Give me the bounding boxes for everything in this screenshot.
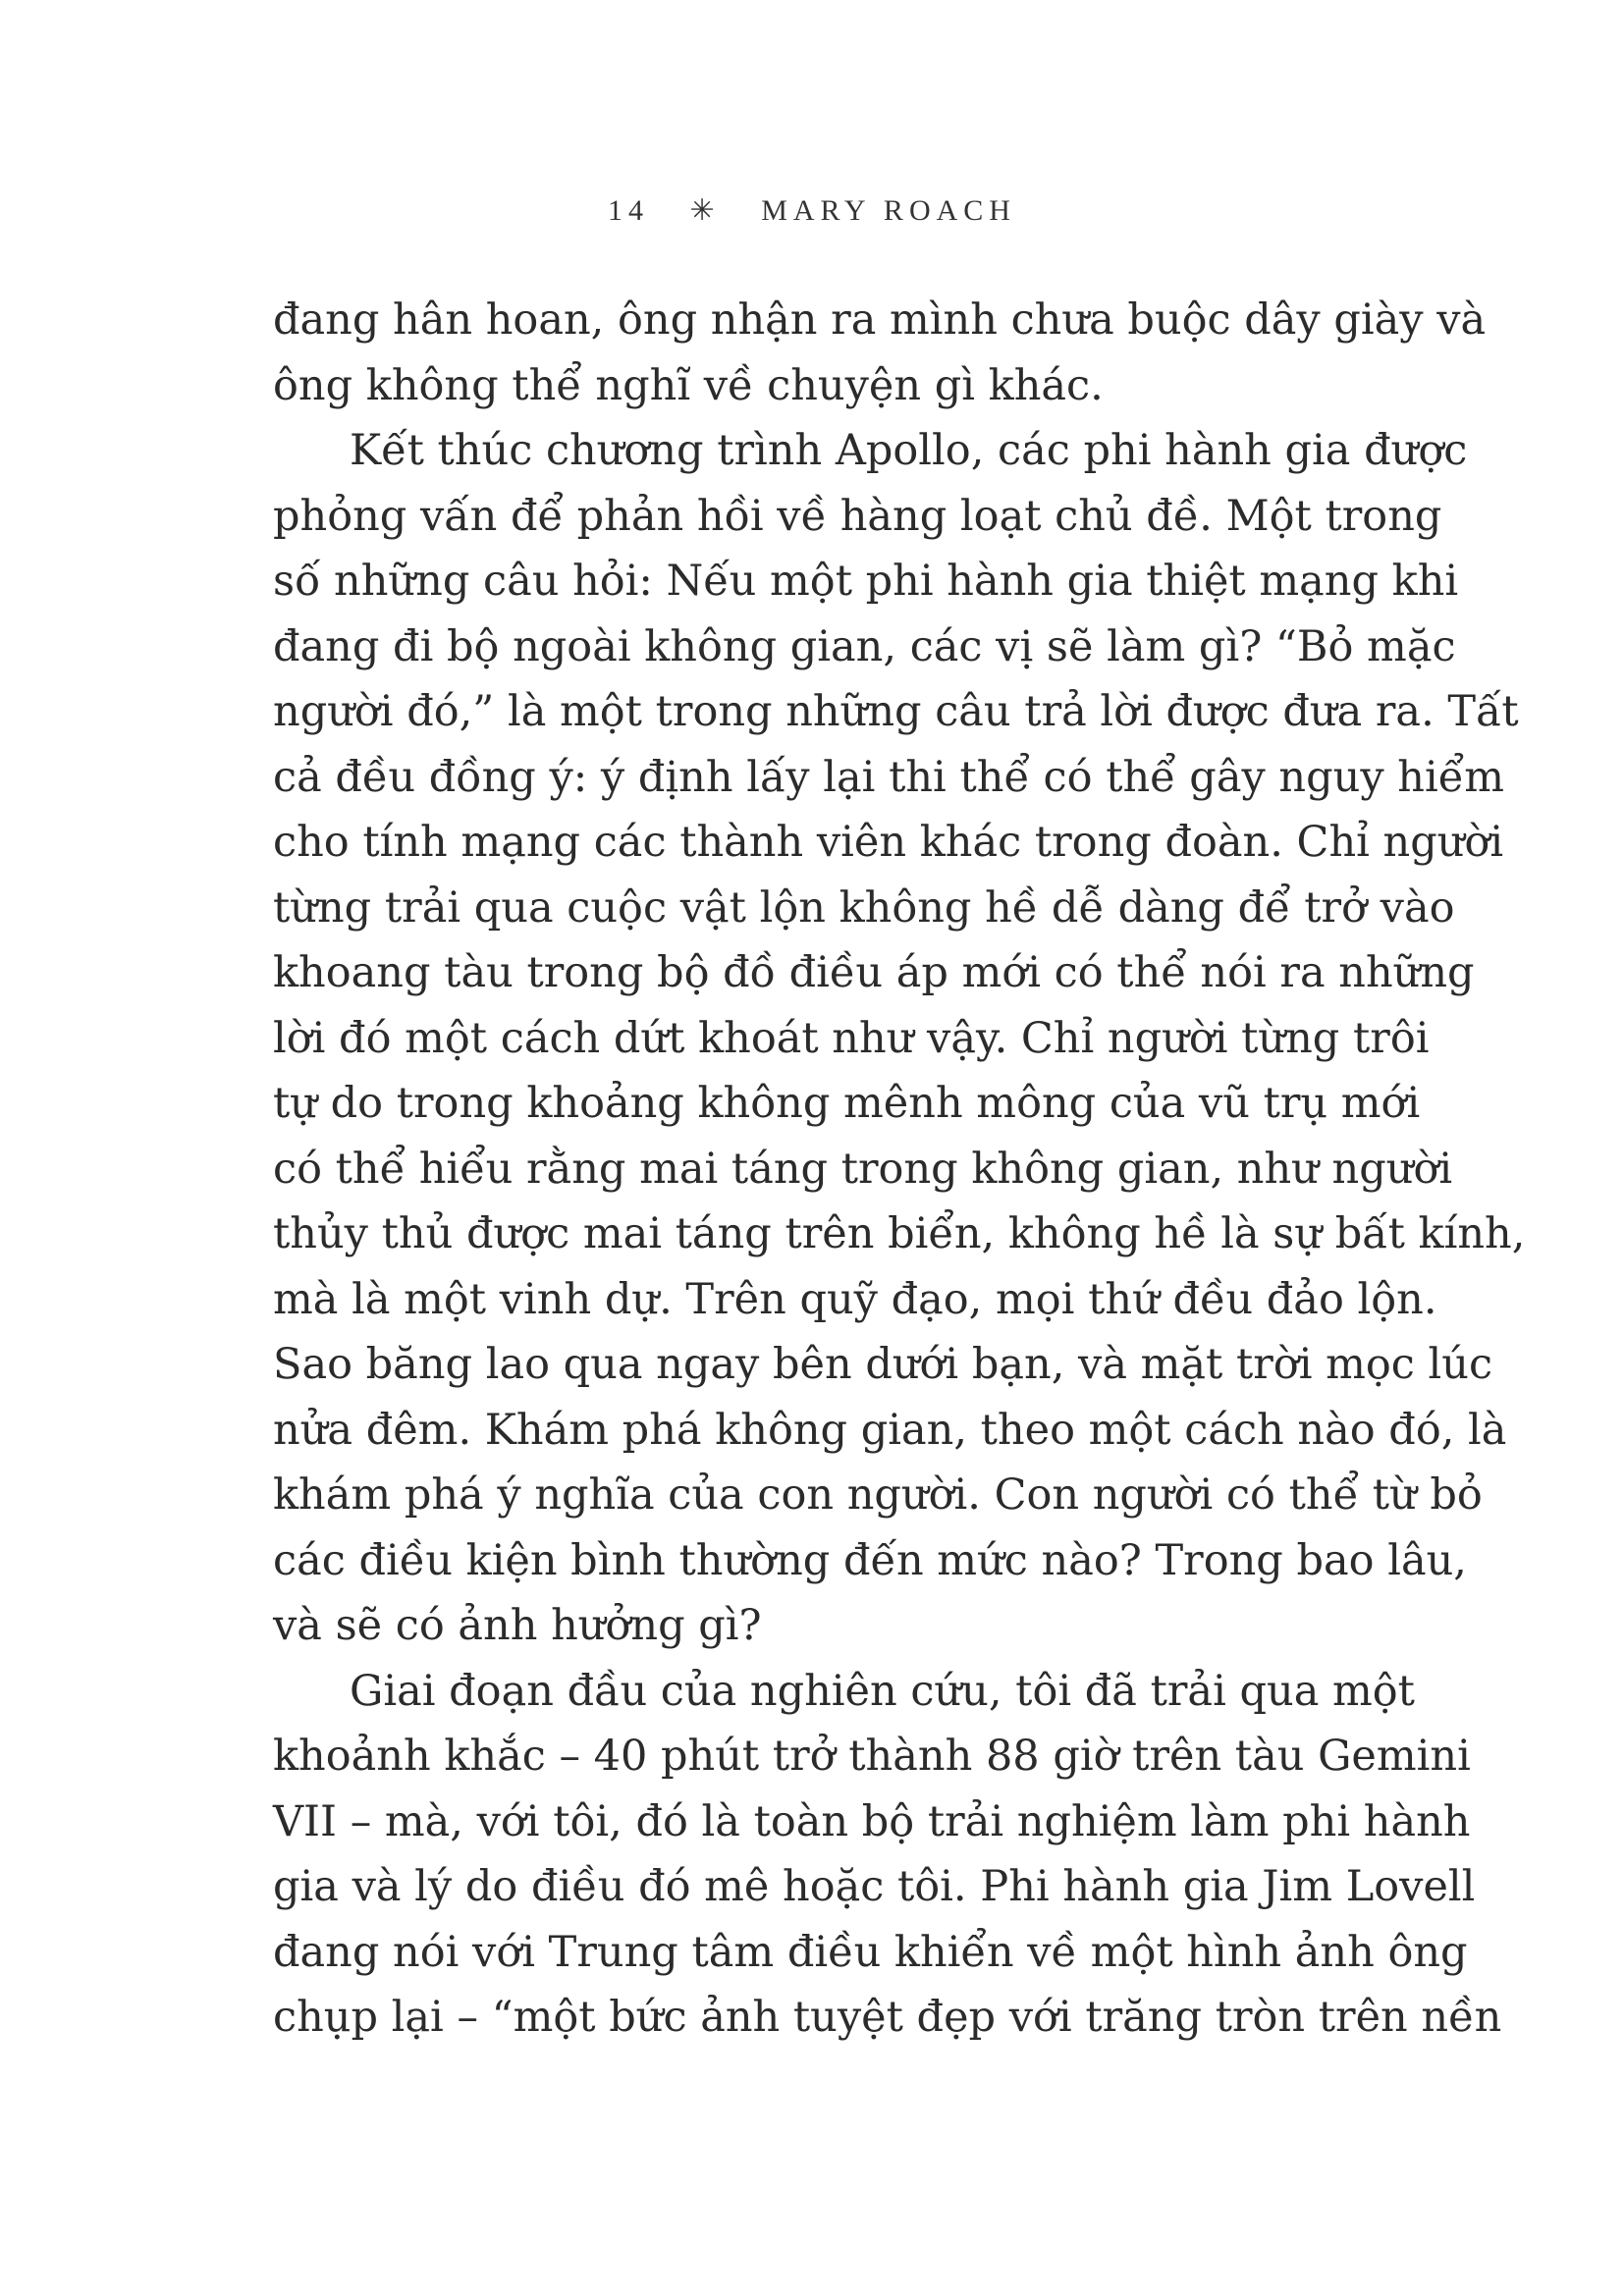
text-line: phỏng vấn để phản hồi về hàng loạt chủ đề. Một trong	[273, 491, 1442, 541]
running-head	[0, 191, 1624, 231]
page-number: 14	[608, 194, 650, 227]
text-line: gia và lý do điều đó mê hoặc tôi. Phi hành gia Jim Lovell	[273, 1862, 1476, 1911]
text-line: đang nói với Trung tâm điều khiển về một hình ảnh ông	[273, 1927, 1468, 1977]
text-line: khoảnh khắc – 40 phút trở thành 88 giờ trên tàu Gemini	[273, 1732, 1471, 1781]
text-line: cho tính mạng các thành viên khác trong đoàn. Chỉ người	[273, 818, 1504, 867]
asterisk-separator-icon: ✳	[689, 194, 721, 227]
text-line: tự do trong khoảng không mênh mông của vũ trụ mới	[273, 1079, 1421, 1128]
text-line: mà là một vinh dự. Trên quỹ đạo, mọi thứ đều đảo lộn.	[273, 1274, 1437, 1324]
text-line: Giai đoạn đầu của nghiên cứu, tôi đã trải qua một	[350, 1666, 1415, 1716]
text-line: các điều kiện bình thường đến mức nào? Trong bao lâu,	[273, 1535, 1467, 1585]
text-line: khoang tàu trong bộ đồ điều áp mới có thể nói ra những	[273, 948, 1475, 997]
text-line: có thể hiểu rằng mai táng trong không gian, như người	[273, 1144, 1453, 1194]
text-line: lời đó một cách dứt khoát như vậy. Chỉ người từng trôi	[273, 1013, 1430, 1063]
text-line: người đó,” là một trong những câu trả lời được đưa ra. Tất	[273, 687, 1519, 736]
text-line: VII – mà, với tôi, đó là toàn bộ trải nghiệm làm phi hành	[273, 1796, 1471, 1846]
text-line: ông không thể nghĩ về chuyện gì khác.	[273, 360, 1104, 410]
text-line: số những câu hỏi: Nếu một phi hành gia thiệt mạng khi	[273, 557, 1459, 606]
paragraph	[273, 418, 1526, 1659]
text-line: Kết thúc chương trình Apollo, các phi hành gia được	[350, 426, 1468, 475]
text-line: thủy thủ được mai táng trên biển, không hề là sự bất kính,	[273, 1209, 1526, 1258]
text-line: chụp lại – “một bức ảnh tuyệt đẹp với trăng tròn trên nền	[273, 1993, 1502, 2042]
text-line: đang đi bộ ngoài không gian, các vị sẽ làm gì? “Bỏ mặc	[273, 621, 1456, 671]
author-name: MARY ROACH	[761, 194, 1016, 227]
paragraph	[273, 1659, 1502, 2051]
text-line: từng trải qua cuộc vật lộn không hề dễ dàng để trở vào	[273, 882, 1455, 933]
text-line: khám phá ý nghĩa của con người. Con người có thể từ bỏ	[273, 1470, 1483, 1520]
text-line: cả đều đồng ý: ý định lấy lại thi thể có thể gây nguy hiểm	[273, 752, 1504, 802]
text-line: Sao băng lao qua ngay bên dưới bạn, và mặt trời mọc lúc	[273, 1340, 1493, 1389]
text-line: nửa đêm. Khám phá không gian, theo một cách nào đó, là	[273, 1405, 1507, 1455]
text-line: và sẽ có ảnh hưởng gì?	[273, 1601, 762, 1650]
text-line: đang hân hoan, ông nhận ra mình chưa buộc dây giày và	[273, 295, 1487, 345]
paragraph	[273, 288, 1487, 418]
body-text	[273, 288, 1526, 2051]
